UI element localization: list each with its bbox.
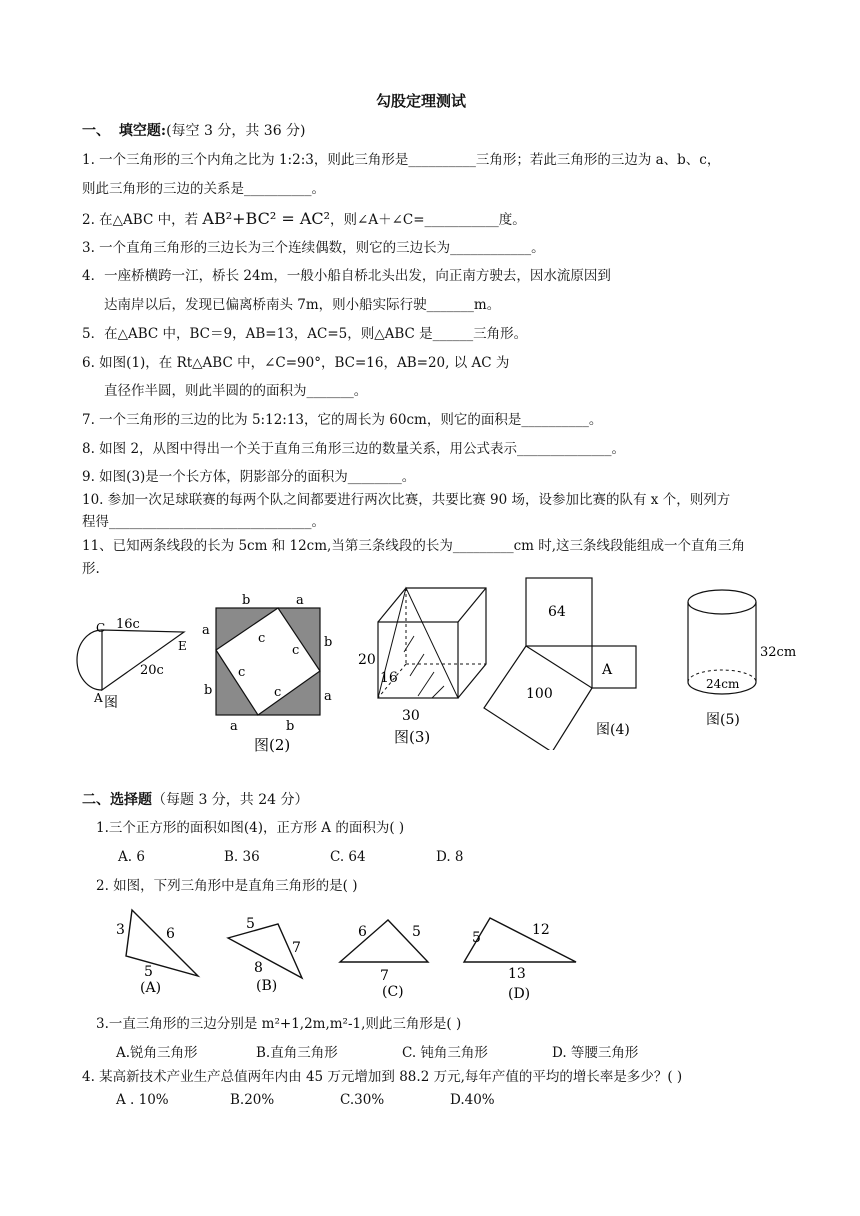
question-8: 8. 如图 2，从图中得出一个关于直角三角形三边的数量关系，用公式表示______________。 xyxy=(82,441,626,457)
question-5: 5．在△ABC 中，BC＝9，AB=13，AC=5，则△ABC 是______三角形。 xyxy=(82,326,528,342)
figure-4-caption: 图(4) xyxy=(596,722,630,738)
figure-2-label-a-left: a xyxy=(202,623,210,638)
triangle-b-shape xyxy=(228,924,302,978)
question-11-line-2: 形. xyxy=(82,561,100,577)
choice-question-3-option-b: B.直角三角形 xyxy=(256,1045,338,1061)
figure-1-triangle xyxy=(102,630,184,690)
triangle-a-caption: (A) xyxy=(140,980,162,996)
section-2-heading xyxy=(82,793,309,807)
choice-question-3-option-d: D. 等腰三角形 xyxy=(552,1045,639,1061)
triangle-a-label-2: 6 xyxy=(166,926,175,942)
figure-4-label-100: 100 xyxy=(526,686,553,702)
choice-question-1-option-b: B. 36 xyxy=(224,849,260,865)
figure-2-label-c-4: c xyxy=(274,685,282,700)
choice-question-3-option-c: C. 钝角三角形 xyxy=(402,1045,488,1061)
figure-3-front-face xyxy=(378,622,458,698)
triangle-b-label-1: 5 xyxy=(246,916,255,932)
section-1-note: (每空 3 分，共 36 分) xyxy=(166,123,306,139)
choice-question-3-option-a: A.锐角三角形 xyxy=(116,1045,198,1061)
choice-question-4-option-a: A . 10% xyxy=(116,1092,169,1108)
section-1-heading xyxy=(82,124,306,138)
figure-2-label-b-bottom: b xyxy=(286,719,295,734)
choice-question-3: 3.一直三角形的三边分别是 m²+1,2m,m²-1,则此三角形是( ) xyxy=(96,1016,462,1032)
question-10-line-2: 程得______________________________。 xyxy=(82,514,325,530)
figure-1-label-a: A xyxy=(94,691,103,705)
question-4-line-2: 达南岸以后，发现已偏离桥南头 7m，则小船实际行驶_______m。 xyxy=(104,297,501,313)
triangle-c-label-1: 6 xyxy=(358,924,367,940)
triangle-d xyxy=(460,912,586,1004)
figure-4-label-64: 64 xyxy=(548,604,566,620)
triangle-c-label-3: 7 xyxy=(380,968,389,984)
triangle-c-label-2: 5 xyxy=(412,924,421,940)
choice-question-4-option-d: D.40% xyxy=(450,1092,495,1108)
question-6-line-2: 直径作半圆，则此半圆的的面积为_______。 xyxy=(104,383,368,399)
figure-4-label-a: A xyxy=(602,662,613,678)
question-10-line-1: 10. 参加一次足球联赛的每两个队之间都要进行两次比赛，共要比赛 90 场，设参加比赛的队有 x 个，则列方 xyxy=(82,492,731,508)
triangle-d-label-3: 13 xyxy=(508,966,526,982)
figure-3-label-depth: 16 xyxy=(380,670,398,686)
triangle-a-label-3: 5 xyxy=(144,964,153,980)
question-7: 7. 一个三角形的三边的比为 5:12:13，它的周长为 60cm，则它的面积是__________。 xyxy=(82,412,603,428)
figure-1 xyxy=(74,612,204,722)
figure-1-caption: 图 xyxy=(104,695,118,711)
question-9: 9. 如图(3)是一个长方体，阴影部分的面积为________。 xyxy=(82,469,416,485)
triangle-c xyxy=(330,912,440,1002)
triangle-a-label-1: 3 xyxy=(116,922,125,938)
figure-2-label-a-top: a xyxy=(296,593,304,608)
figure-3-caption: 图(3) xyxy=(394,728,431,746)
triangle-a xyxy=(108,904,204,1000)
section-2-note: （每题 3 分，共 24 分） xyxy=(152,792,309,808)
question-4-line-1: 4．一座桥横跨一江，桥长 24m，一般小船自桥北头出发，向正南方驶去，因水流原因到 xyxy=(82,268,611,284)
question-2-post: ，则∠A＋∠C=___________度。 xyxy=(330,212,526,228)
choice-question-1-option-a: A. 6 xyxy=(118,849,145,865)
figure-1-label-top: 16c xyxy=(116,617,140,632)
figure-3 xyxy=(354,576,494,746)
figure-3-label-width: 30 xyxy=(402,708,420,724)
choice-question-1-option-d: D. 8 xyxy=(436,849,464,865)
figure-5 xyxy=(680,584,800,734)
choice-question-4: 4. 某高新技术产业生产总值两年内由 45 万元增加到 88.2 万元,每年产值的平均的增长率是多少？( ) xyxy=(82,1069,683,1085)
question-3: 3. 一个直角三角形的三边长为三个连续偶数，则它的三边长为____________。 xyxy=(82,240,545,256)
figure-2-caption: 图(2) xyxy=(254,736,291,754)
figure-4-square-a xyxy=(592,646,636,688)
question-2-formula: AB²+BC² = AC² xyxy=(202,209,331,228)
figure-3-hatching xyxy=(404,636,444,698)
choice-question-1-option-c: C. 64 xyxy=(330,849,366,865)
question-11-line-1: 11、已知两条线段的长为 5cm 和 12cm,当第三条线段的长为_________cm 时,这三条线段能组成一个直角三角 xyxy=(82,538,746,554)
question-2 xyxy=(82,211,526,228)
choice-question-4-option-c: C.30% xyxy=(340,1092,385,1108)
triangle-d-caption: (D) xyxy=(508,986,531,1002)
triangle-c-caption: (C) xyxy=(382,984,404,1000)
choice-question-1: 1.三个正方形的面积如图(4)，正方形 A 的面积为( ) xyxy=(96,820,405,836)
triangle-d-label-2: 12 xyxy=(532,922,550,938)
figure-1-label-c: C xyxy=(96,621,106,635)
triangle-a-shape xyxy=(126,910,198,976)
figure-1-label-e: E xyxy=(178,639,187,653)
figure-2-label-c-2: c xyxy=(292,643,300,658)
question-6-line-1: 6. 如图(1)，在 Rt△ABC 中，∠C=90°，BC=16，AB=20, 以 AC 为 xyxy=(82,355,510,371)
figure-5-caption: 图(5) xyxy=(706,712,740,728)
figure-5-label-height: 32cm xyxy=(760,645,797,660)
figure-5-top-ellipse xyxy=(688,590,756,614)
figure-4 xyxy=(480,574,650,750)
triangle-b-label-3: 8 xyxy=(254,960,263,976)
triangle-b xyxy=(220,910,316,1000)
figure-2-label-a-bottom: a xyxy=(230,719,238,734)
page-title: 勾股定理测试 xyxy=(376,92,467,110)
figure-1-label-hyp: 20c xyxy=(140,663,164,678)
figure-2-label-c-1: c xyxy=(258,631,266,646)
question-1-line-2: 则此三角形的三边的关系是__________。 xyxy=(82,181,325,197)
section-1-number: 一、 xyxy=(82,123,110,139)
question-2-pre: 2. 在△ABC 中，若 xyxy=(82,212,203,228)
figure-3-label-height: 20 xyxy=(358,652,376,668)
triangle-b-label-2: 7 xyxy=(292,940,301,956)
figure-5-label-circumference: 24cm xyxy=(706,677,740,691)
figure-2-label-a-right: a xyxy=(324,689,332,704)
triangle-b-caption: (B) xyxy=(256,978,278,994)
figure-2-label-b-left: b xyxy=(204,683,213,698)
figure-2-label-c-3: c xyxy=(238,665,246,680)
choice-question-2: 2. 如图，下列三角形中是直角三角形的是( ) xyxy=(96,878,358,894)
choice-question-4-option-b: B.20% xyxy=(230,1092,275,1108)
figure-2 xyxy=(196,590,344,754)
figure-1-semicircle xyxy=(77,630,102,690)
figure-2-label-b-right: b xyxy=(324,635,333,650)
section-2-label: 二、选择题 xyxy=(82,792,152,808)
figure-2-label-b-top: b xyxy=(242,593,251,608)
section-1-label: 填空题: xyxy=(118,123,167,139)
question-1-line-1: 1. 一个三角形的三个内角之比为 1:2:3，则此三角形是__________三角形；若此三角形的三边为 a、b、c， xyxy=(82,152,721,168)
triangle-d-label-1: 5 xyxy=(472,930,481,946)
